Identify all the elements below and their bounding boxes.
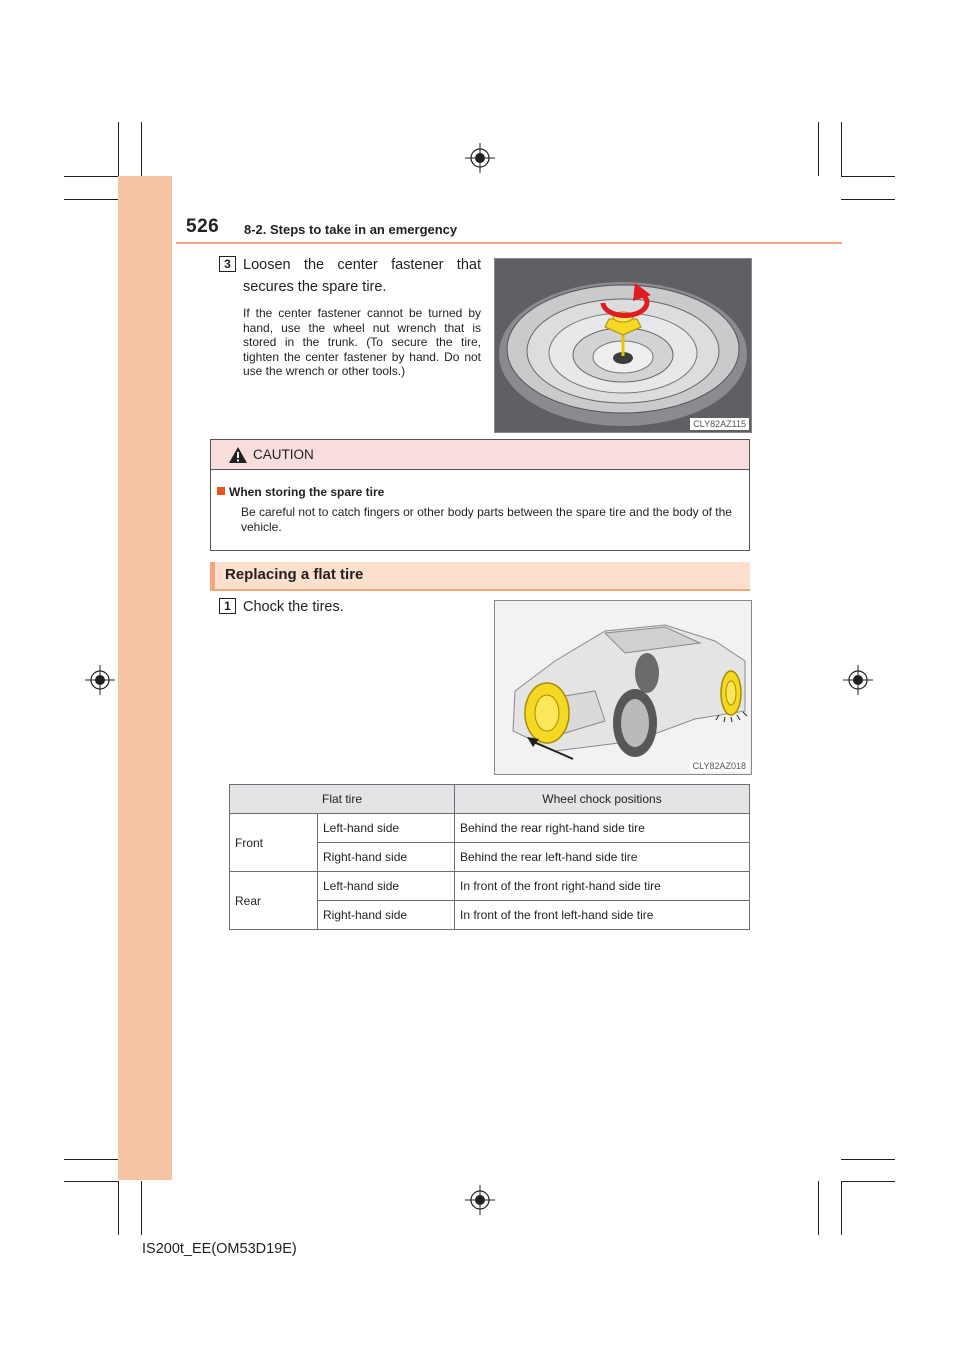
table-cell-position: Behind the rear left-hand side tire	[455, 843, 750, 872]
crop-mark	[841, 1181, 842, 1235]
section-title: 8-2. Steps to take in an emergency	[244, 222, 458, 237]
step-instruction: Chock the tires.	[243, 599, 344, 615]
table-cell-side: Left-hand side	[318, 814, 455, 843]
document-code: IS200t_EE(OM53D19E)	[142, 1241, 297, 1257]
spare-tire-figure	[494, 258, 752, 433]
step-number-badge: 1	[219, 598, 236, 614]
table-cell-group: Front	[230, 814, 318, 872]
crop-mark	[64, 199, 118, 200]
crop-mark	[118, 122, 119, 176]
subsection-divider	[210, 589, 750, 591]
crop-mark	[841, 1159, 895, 1160]
subsection-title: Replacing a flat tire	[225, 566, 364, 583]
figure-code: CLY82AZ018	[690, 760, 749, 772]
crop-mark	[841, 1181, 895, 1182]
bullet-square-icon	[217, 487, 225, 495]
table-header: Flat tire	[230, 785, 455, 814]
caution-box	[210, 439, 750, 551]
spare-tire-illustration	[495, 259, 751, 432]
table-cell-position: In front of the front left-hand side tire	[455, 901, 750, 930]
crop-mark	[118, 1181, 119, 1235]
table-cell-side: Right-hand side	[318, 901, 455, 930]
table-row	[230, 872, 750, 901]
table-cell-position: Behind the rear right-hand side tire	[455, 814, 750, 843]
crop-mark	[818, 122, 819, 176]
caution-header	[211, 440, 749, 470]
table-cell-side: Right-hand side	[318, 843, 455, 872]
wheel-chock-figure	[494, 600, 752, 775]
chapter-sidebar-tab	[118, 176, 172, 1180]
wheel-chock-table	[229, 784, 750, 930]
table-cell-position: In front of the front right-hand side tire	[455, 872, 750, 901]
crop-mark	[841, 122, 842, 176]
caution-title: CAUTION	[253, 447, 314, 462]
crop-mark	[141, 1181, 142, 1235]
step-number-badge: 3	[219, 256, 236, 272]
registration-mark-icon	[843, 665, 873, 695]
page-number: 526	[186, 216, 220, 237]
crop-mark	[818, 1181, 819, 1235]
table-cell-side: Left-hand side	[318, 872, 455, 901]
warning-triangle-icon	[228, 446, 248, 464]
table-header: Wheel chock positions	[455, 785, 750, 814]
header-divider	[176, 242, 842, 244]
step-note: If the center fastener cannot be turned by hand, use the wheel nut wrench that is stored in the trunk. (To secure the tire, tighten the center fastener by hand. Do not use the wrench or other tools.)	[243, 306, 481, 378]
caution-body: Be careful not to catch fingers or other body parts between the spare tire and the body of the vehicle.	[241, 505, 732, 534]
table-cell-group: Rear	[230, 872, 318, 930]
table-row	[230, 814, 750, 843]
registration-mark-icon	[85, 665, 115, 695]
subsection-heading	[210, 562, 750, 590]
step-instruction: Loosen the center fastener that secures the spare tire.	[243, 257, 481, 295]
crop-mark	[141, 122, 142, 176]
crop-mark	[841, 176, 895, 177]
figure-code: CLY82AZ115	[690, 418, 749, 430]
crop-mark	[841, 199, 895, 200]
registration-mark-icon	[465, 143, 495, 173]
registration-mark-icon	[465, 1185, 495, 1215]
crop-mark	[64, 1181, 118, 1182]
car-with-chocks-illustration	[495, 601, 751, 774]
caution-subtitle: When storing the spare tire	[229, 485, 385, 499]
crop-mark	[64, 1159, 118, 1160]
crop-mark	[64, 176, 118, 177]
